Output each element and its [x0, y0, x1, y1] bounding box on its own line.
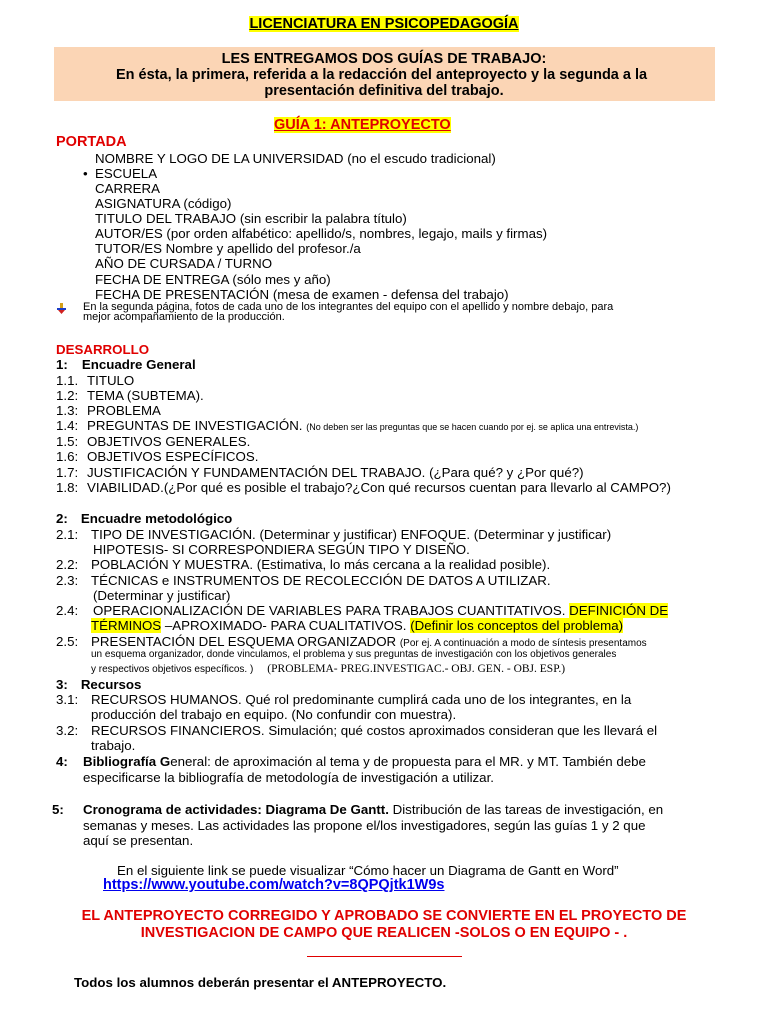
- list-item: 2.2: POBLACIÓN Y MUESTRA. (Estimativa, lo más cercana a la realidad posible).: [56, 557, 551, 572]
- section-2-heading: 2: Encuadre metodológico: [56, 511, 233, 526]
- section-4: 4: Bibliografía General: de aproximación al tema y de propuesta para el MR. y MT. También debe: [56, 754, 646, 769]
- list-item: AÑO DE CURSADA / TURNO: [95, 256, 273, 271]
- list-item: 1.6: OBJETIVOS ESPECÍFICOS.: [56, 449, 259, 464]
- list-item: 1.2: TEMA (SUBTEMA).: [56, 388, 204, 403]
- human-resources-line-2: producción del trabajo en equipo. (No confundir con muestra).: [91, 707, 457, 722]
- guide-title: GUÍA 1: ANTEPROYECTO: [274, 117, 451, 133]
- list-item: 1.3: PROBLEMA: [56, 403, 161, 418]
- portada-heading: PORTADA: [56, 134, 127, 150]
- list-item: 2.3: TÉCNICAS e INSTRUMENTOS DE RECOLECCIÓN DE DATOS A UTILIZAR.: [56, 573, 551, 588]
- highlight-concepts: (Definir los conceptos del problema): [410, 618, 624, 633]
- list-item: FECHA DE PRESENTACIÓN (mesa de examen - defensa del trabajo): [95, 287, 509, 302]
- list-item: 2.1: TIPO DE INVESTIGACIÓN. (Determinar y justificar) ENFOQUE. (Determinar y justificar): [56, 527, 612, 542]
- scheme-note-line-3: y respectivos objetivos específicos. ) (PROBLEMA- PREG.INVESTIGAC.- OBJ. GEN. - OBJ. ESP.): [91, 663, 566, 675]
- list-item: ASIGNATURA (código): [95, 196, 232, 211]
- highlight-definition: DEFINICIÓN DE: [569, 603, 669, 618]
- dot-bullet-icon: •: [83, 166, 88, 181]
- link-intro-text: En el siguiente link se puede visualizar “Cómo hacer un Diagrama de Gantt en Word”: [117, 863, 619, 878]
- gantt-line-3: aquí se presentan.: [83, 833, 194, 848]
- scheme-note-line-2: un esquema organizador, donde vinculamos, el problema y sus preguntas de investigación con los objetivos generales: [91, 649, 617, 660]
- financial-resources-line-2: trabajo.: [91, 738, 136, 753]
- section-1-heading: 1: Encuadre General: [56, 357, 196, 372]
- list-item: 3.1: RECURSOS HUMANOS. Qué rol predominante cumplirá cada uno de los integrantes, en la: [56, 692, 632, 707]
- intro-line-3: presentación definitiva del trabajo.: [264, 83, 504, 99]
- photo-note-line-2: mejor acompañamiento de la producción.: [83, 311, 285, 323]
- final-note: Todos los alumnos deberán presentar el ANTEPROYECTO.: [74, 975, 447, 990]
- list-item: NOMBRE Y LOGO DE LA UNIVERSIDAD (no el escudo tradicional): [95, 151, 496, 166]
- determine-line: (Determinar y justificar): [93, 588, 231, 603]
- section-5: 5: Cronograma de actividades: Diagrama De Gantt. Distribución de las tareas de investigación, en: [52, 802, 664, 817]
- hypothesis-line: HIPOTESIS- SI CORRESPONDIERA SEGÚN TIPO Y DISEÑO.: [93, 542, 470, 557]
- section-3-heading: 3: Recursos: [56, 677, 142, 692]
- list-item: TUTOR/ES Nombre y apellido del profesor./a: [95, 241, 361, 256]
- intro-line-2: En ésta, la primera, referida a la redacción del anteproyecto y la segunda a la: [116, 67, 648, 83]
- photo-note-line-1: En la segunda página, fotos de cada uno de los integrantes del equipo con el apellido y nombre debajo, para: [83, 301, 614, 313]
- conclusion-line-1: EL ANTEPROYECTO CORREGIDO Y APROBADO SE CONVIERTE EN EL PROYECTO DE: [81, 908, 687, 924]
- red-divider: [307, 956, 462, 957]
- gantt-line-2: semanas y meses. Las actividades las propone el/los investigadores, según las guías 1 y 2 que: [83, 818, 646, 833]
- list-item: TITULO DEL TRABAJO (sin escribir la palabra título): [95, 211, 407, 226]
- list-item: 1.8: VIABILIDAD.(¿Por qué es posible el trabajo?¿Con qué recursos cuentan para llevarlo al CAMPO?): [56, 480, 671, 495]
- bibliography-line-2: especificarse la bibliografía de metodología de investigación a utilizar.: [83, 770, 494, 785]
- pointer-arrow-icon: [57, 303, 66, 314]
- questions-note: (No deben ser las preguntas que se hacen cuando por ej. se aplica una entrevista.): [306, 422, 639, 432]
- desarrollo-heading: DESARROLLO: [56, 342, 150, 357]
- list-item: FECHA DE ENTREGA (sólo mes y año): [95, 272, 331, 287]
- intro-line-1: LES ENTREGAMOS DOS GUÍAS DE TRABAJO:: [221, 51, 547, 67]
- list-item: AUTOR/ES (por orden alfabético: apellido/s, nombres, legajo, mails y firmas): [95, 226, 548, 241]
- doc-title: LICENCIATURA EN PSICOPEDAGOGÍA: [249, 16, 519, 32]
- list-item: 1.5: OBJETIVOS GENERALES.: [56, 434, 251, 449]
- terms-line: TÉRMINOS –APROXIMADO- PARA CUALITATIVOS. (Definir los conceptos del problema): [91, 618, 624, 633]
- list-item: CARRERA: [95, 181, 161, 196]
- list-item: 3.2: RECURSOS FINANCIEROS. Simulación; qué costos aproximados consideran que les llevará el: [56, 723, 658, 738]
- list-item: • ESCUELA: [83, 166, 158, 181]
- list-item: 1.1. TITULO: [56, 373, 135, 388]
- gantt-video-link[interactable]: https://www.youtube.com/watch?v=8QPQjtk1W9s: [103, 877, 445, 893]
- list-item: 2.5: PRESENTACIÓN DEL ESQUEMA ORGANIZADOR (Por ej. A continuación a modo de síntesis presentamos: [56, 634, 647, 649]
- list-item: 1.4: PREGUNTAS DE INVESTIGACIÓN. (No deben ser las preguntas que se hacen cuando por ej. se aplica una entrevista.): [56, 418, 639, 433]
- list-item: 1.7: JUSTIFICACIÓN Y FUNDAMENTACIÓN DEL TRABAJO. (¿Para qué? y ¿Por qué?): [56, 465, 584, 480]
- conclusion-line-2: INVESTIGACION DE CAMPO QUE REALICEN -SOLOS O EN EQUIPO - .: [140, 925, 628, 941]
- list-item: 2.4: OPERACIONALIZACIÓN DE VARIABLES PARA TRABAJOS CUANTITATIVOS. DEFINICIÓN DE: [56, 603, 669, 618]
